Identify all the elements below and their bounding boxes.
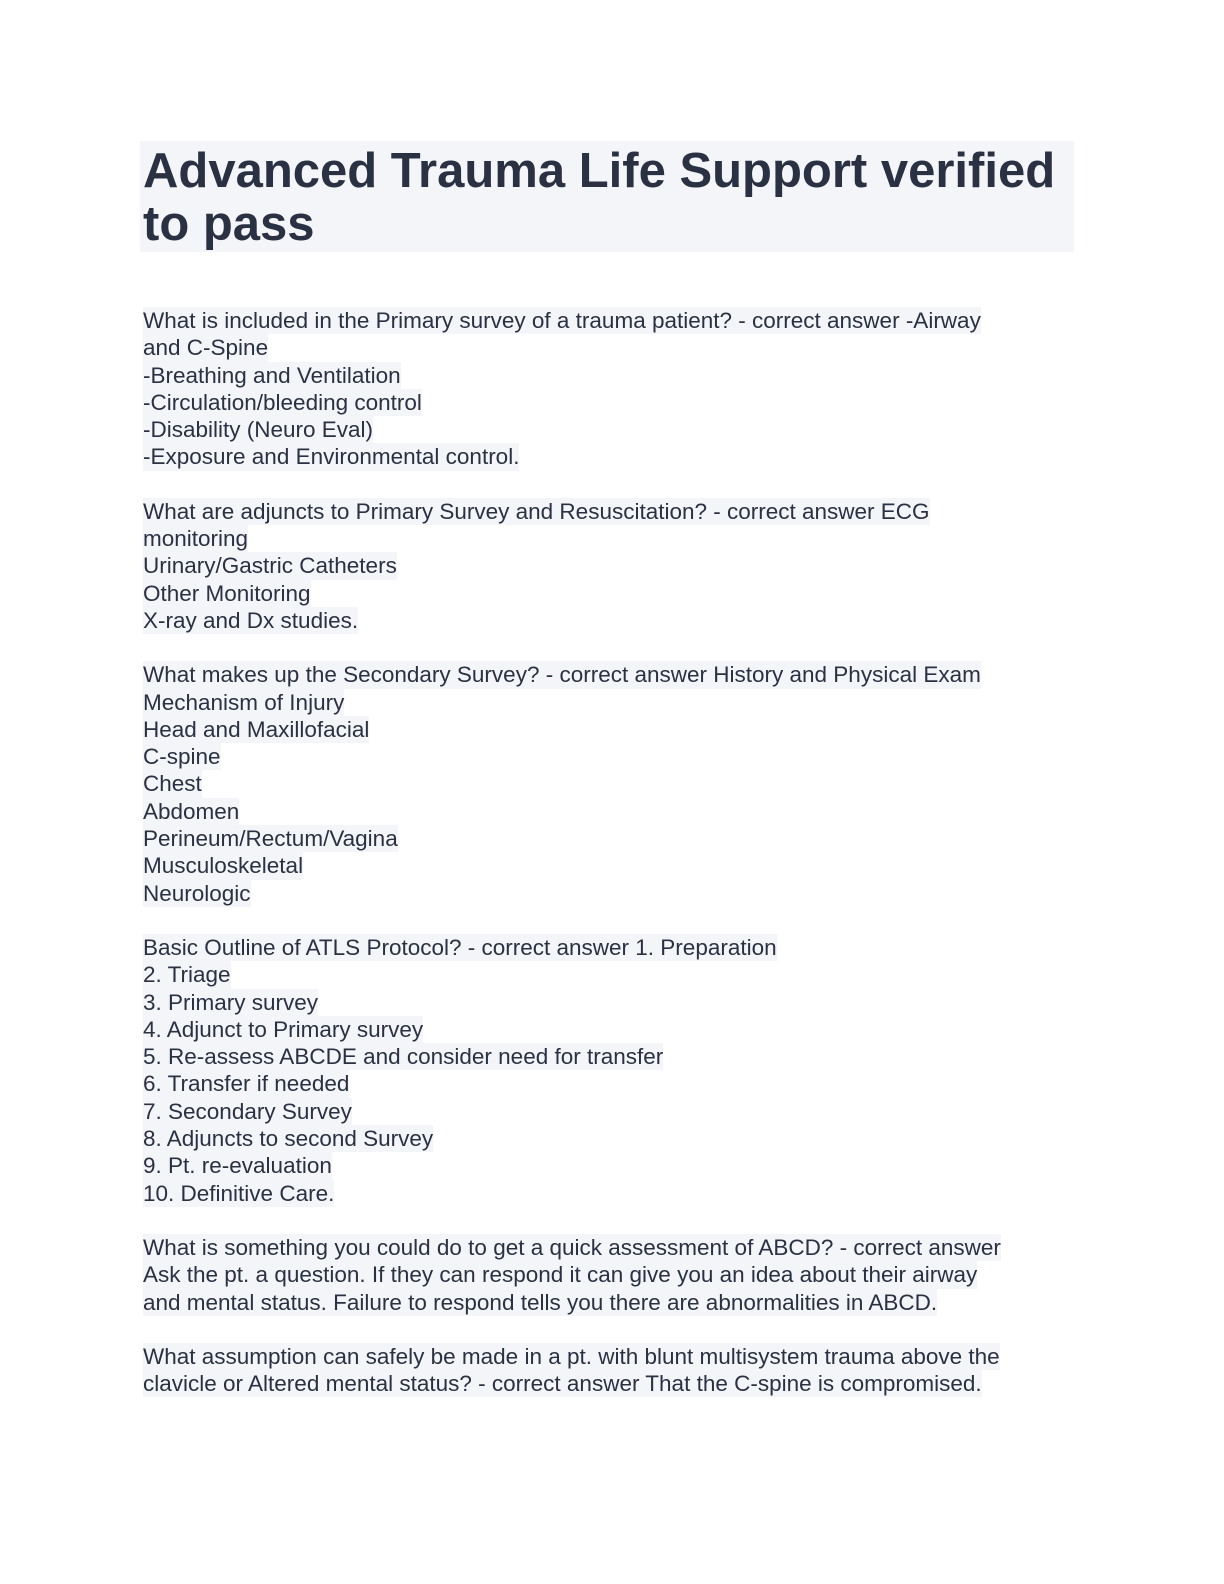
qa-item-secondary-survey <box>143 661 1063 907</box>
qa-line: 10. Definitive Care. <box>143 1180 335 1206</box>
qa-line: -Circulation/bleeding control <box>143 389 422 415</box>
qa-line: and mental status. Failure to respond tells you there are abnormalities in ABCD. <box>143 1289 938 1315</box>
qa-line: -Disability (Neuro Eval) <box>143 417 374 443</box>
qa-list <box>143 307 1063 1424</box>
qa-line: What makes up the Secondary Survey? - correct answer History and Physical Exam <box>143 662 981 688</box>
qa-line: Other Monitoring <box>143 580 311 606</box>
qa-line: monitoring <box>143 526 249 552</box>
qa-line: 5. Re-assess ABCDE and consider need for transfer <box>143 1044 664 1070</box>
qa-line: -Breathing and Ventilation <box>143 362 401 388</box>
qa-line: What is included in the Primary survey of a trauma patient? - correct answer -Airway <box>143 308 981 333</box>
qa-line: Mechanism of Injury <box>143 689 345 715</box>
qa-line: Chest <box>143 771 202 797</box>
qa-item-atls-protocol <box>143 934 1063 1207</box>
qa-line: 8. Adjuncts to second Survey <box>143 1126 434 1152</box>
qa-line: Neurologic <box>143 880 251 906</box>
qa-line: What is something you could do to get a quick assessment of ABCD? - correct answer <box>143 1234 1001 1260</box>
qa-line: X-ray and Dx studies. <box>143 607 359 633</box>
title-line: to pass <box>143 197 315 251</box>
qa-line: 9. Pt. re-evaluation <box>143 1153 332 1179</box>
qa-line: What are adjuncts to Primary Survey and Resuscitation? - correct answer ECG <box>143 498 930 524</box>
qa-line: 2. Triage <box>143 962 231 988</box>
qa-line: Ask the pt. a question. If they can respond it can give you an idea about their airway <box>143 1262 978 1288</box>
qa-item-primary-survey <box>143 307 1063 471</box>
qa-line: Abdomen <box>143 798 240 824</box>
qa-line: 3. Primary survey <box>143 989 319 1015</box>
qa-line: and C-Spine <box>143 335 269 361</box>
qa-line: What assumption can safely be made in a pt. with blunt multisystem trauma above the <box>143 1343 1000 1369</box>
title-line: Advanced Trauma Life Support verified <box>143 144 1056 198</box>
qa-item-quick-abcd <box>143 1234 1063 1316</box>
qa-line: Basic Outline of ATLS Protocol? - correct answer 1. Preparation <box>143 934 777 960</box>
qa-line: 6. Transfer if needed <box>143 1071 350 1097</box>
qa-line: 4. Adjunct to Primary survey <box>143 1016 424 1042</box>
title-block <box>140 141 1074 252</box>
qa-line: C-spine <box>143 744 221 770</box>
qa-line: Musculoskeletal <box>143 853 304 879</box>
qa-line: -Exposure and Environmental control. <box>143 444 520 470</box>
qa-line: Perineum/Rectum/Vagina <box>143 826 398 852</box>
qa-line: clavicle or Altered mental status? - correct answer That the C-spine is compromised. <box>143 1371 982 1397</box>
qa-item-adjuncts <box>143 498 1063 634</box>
qa-item-c-spine-assumption <box>143 1343 1063 1398</box>
qa-line: 7. Secondary Survey <box>143 1098 352 1124</box>
qa-line: Urinary/Gastric Catheters <box>143 553 397 579</box>
document-title <box>143 145 1055 251</box>
qa-line: Head and Maxillofacial <box>143 716 370 742</box>
